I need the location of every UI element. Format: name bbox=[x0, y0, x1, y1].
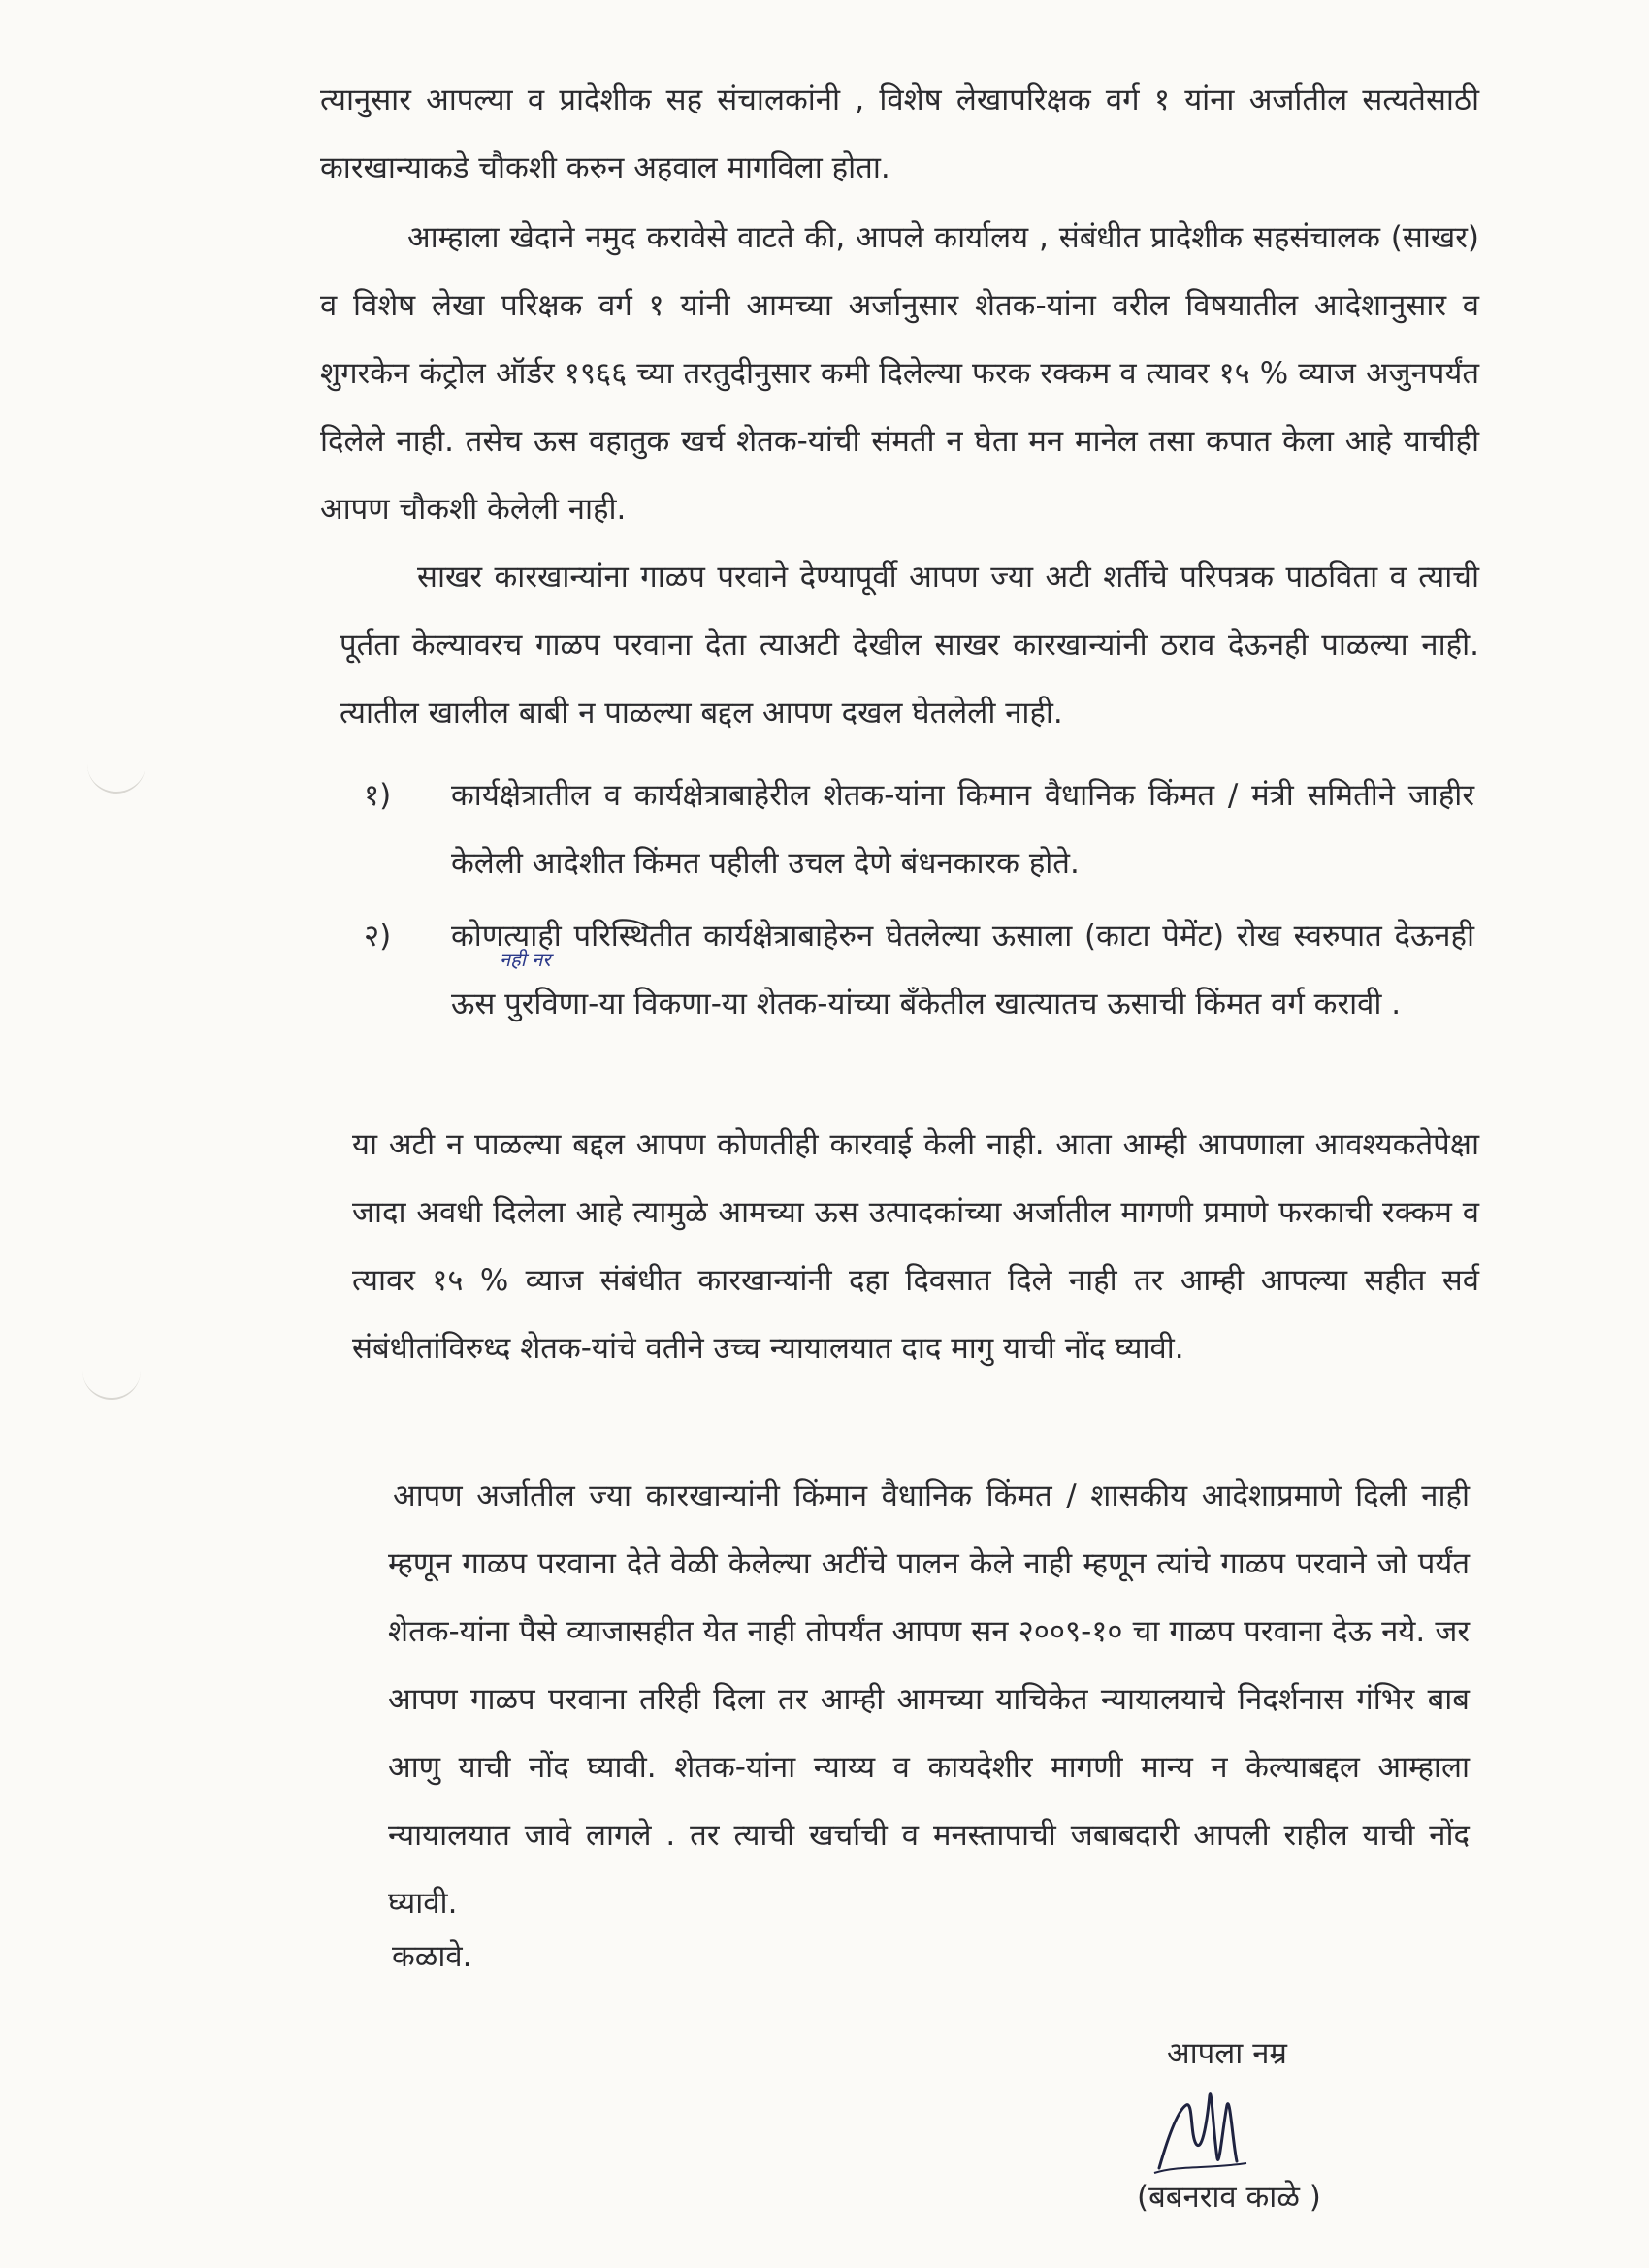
paragraph-1: त्यानुसार आपल्या व प्रादेशीक सह संचालकांनी , विशेष लेखापरिक्षक वर्ग १ यांना अर्जातील सत्यतेसाठी कारखान्याकडे चौकशी करुन अहवाल मागविला होता. bbox=[320, 82, 1479, 185]
list-item-number: २) bbox=[364, 919, 392, 954]
punch-hole-mark bbox=[87, 757, 146, 794]
paragraph-4: या अटी न पाळल्या बद्दल आपण कोणतीही कारवाई केली नाही. आता आम्ही आपणाला आवश्यकतेपेक्षा जादा अवधी दिलेला आहे त्यामुळे आमच्या ऊस उत्पादकांच्या अर्जातील मागणी प्रमाणे फरकाची रक्कम व त्यावर १५ % व्याज संबंधीत कारखान्यांनी दहा दिवसात दिले नाही तर आम्ही आपल्या सहीत सर्व संबंधीतांविरुध्द शेतक-यांचे वतीने उच्च न्यायालयात दाद मागु याची नोंद घ्यावी. bbox=[352, 1127, 1479, 1366]
paragraph-5: आपण अर्जातील ज्या कारखान्यांनी किंमान वैधानिक किंमत / शासकीय आदेशाप्रमाणे दिली नाही म्हणून गाळप परवाना देते वेळी केलेल्या अटींचे पालन केले नाही म्हणून त्यांचे गाळप परवाने जो पर्यंत शेतक-यांना पैसे व्याजासहीत येत नाही तोपर्यंत आपण सन २००९-१० चा गाळप परवाना देऊ नये. जर आपण गाळप परवाना तरिही दिला तर आम्ही आमच्या याचिकेत न्यायालयाचे निदर्शनास गंभिर बाब आणु याची नोंद घ्यावी. शेतक-यांना न्याय्य व कायदेशीर मागणी मान्य न केल्याबद्दल आम्हाला न्यायालयात जावे लागले . तर त्याची खर्चाची व मनस्तापाची जबाबदारी आपली राहील याची नोंद घ्यावी. bbox=[388, 1478, 1470, 1921]
sign-off: आपला नम्र bbox=[1167, 2036, 1287, 2071]
handwritten-signature bbox=[1149, 2076, 1261, 2183]
list-item-text: कार्यक्षेत्रातील व कार्यक्षेत्राबाहेरील शेतक-यांना किमान वैधानिक किंमत / मंत्री समितीने जाहीर केलेली आदेशीत किंमत पहीली उचल देणे बंधनकारक होते. bbox=[451, 778, 1474, 881]
punch-hole-mark bbox=[82, 1363, 141, 1400]
paragraph-3: साखर कारखान्यांना गाळप परवाने देण्यापूर्वी आपण ज्या अटी शर्तीचे परिपत्रक पाठविता व त्याची पूर्तता केल्यावरच गाळप परवाना देता त्याअटी देखील साखर कारखान्यांनी ठराव देऊनही पाळल्या नाही. त्यातील खालील बाबी न पाळल्या बद्दल आपण दखल घेतलेली नाही. bbox=[340, 560, 1479, 730]
closing-line: कळावे. bbox=[392, 1939, 472, 1974]
list-item-number: १) bbox=[364, 778, 392, 813]
list-item-text: कोणत्याही परिस्थितीत कार्यक्षेत्राबाहेरुन घेतलेल्या ऊसाला (काटा पेमेंट) रोख स्वरुपात देऊनही ऊस पुरविणा-या विकणा-या शेतक-यांच्या बँकेतील खात्यातच ऊसाची किंमत वर्ग करावी . bbox=[451, 919, 1474, 1021]
signatory-name: (बबनराव काळे ) bbox=[1137, 2180, 1321, 2215]
handwritten-annotation: नही नर bbox=[500, 948, 551, 971]
paragraph-2: आम्हाला खेदाने नमुद करावेसे वाटते की, आपले कार्यालय , संबंधीत प्रादेशीक सहसंचालक (साखर) व विशेष लेखा परिक्षक वर्ग १ यांनी आमच्या अर्जानुसार शेतक-यांना वरील विषयातील आदेशानुसार व शुगरकेन कंट्रोल ऑर्डर १९६६ च्या तरतुदीनुसार कमी दिलेल्या फरक रक्कम व त्यावर १५ % व्याज अजुनपर्यंत दिलेले नाही. तसेच ऊस वहातुक खर्च शेतक-यांची संमती न घेता मन मानेल तसा कपात केला आहे याचीही आपण चौकशी केलेली नाही. bbox=[320, 220, 1479, 527]
